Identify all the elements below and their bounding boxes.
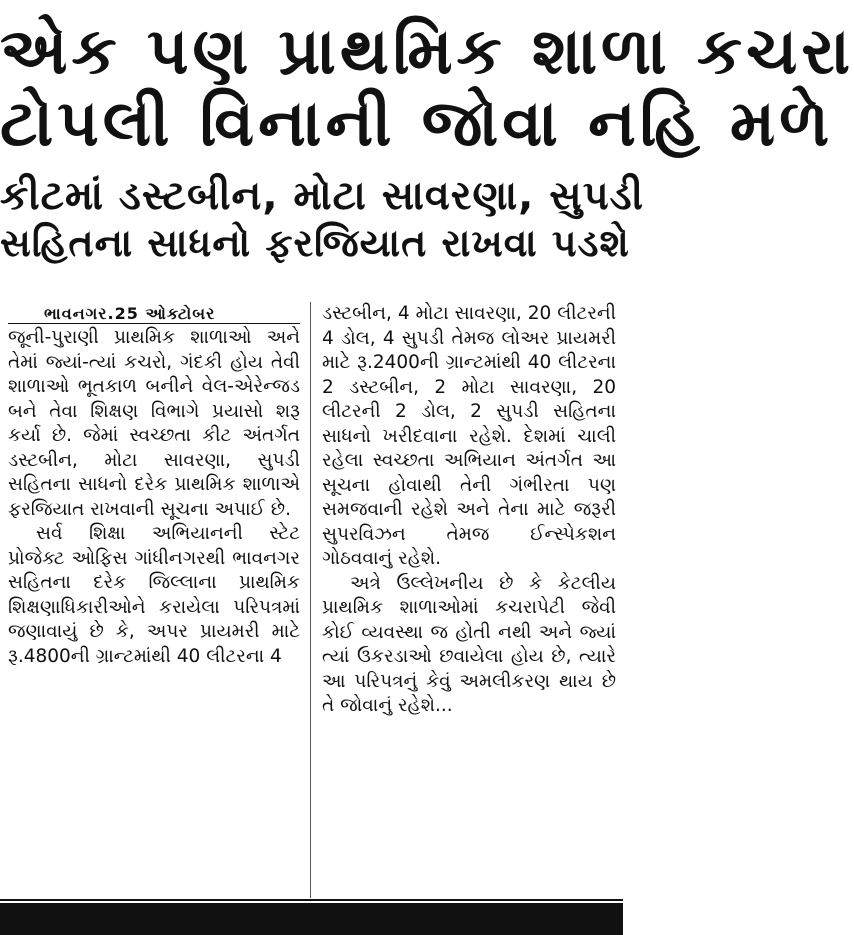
subheadline-line-2: સહિતના સાધનો ફરજિયાત રાખવા પડશે (0, 221, 630, 265)
dateline: ભાવનગર.25 ઓક્ટોબર (44, 304, 216, 323)
subheadline-line-1: કીટમાં ડસ્ટબીન, મોટા સાવરણા, સુપડી (0, 173, 645, 219)
bottom-rule (0, 899, 623, 901)
body-paragraph: સર્વ શિક્ષા અભિયાનની સ્ટેટ પ્રોજેક્ટ ઓફિસ ગાંધીનગરથી ભાવનગર સહિતના દરેક જિલ્લાના પ્રાથમિક શિક્ષણાધિકારીઓને કરાયેલા પરિપત્રમાં જણાવાયું છે કે, અપર પ્રાયમરી માટે રૂ.4800ની ગ્રાન્ટમાંથી 40 લીટરના 4 (8, 523, 300, 667)
body-paragraph: અત્રે ઉલ્લેખનીય છે કે કેટલીય પ્રાથમિક શાળાઓમાં કચરાપેટી જેવી કોઈ વ્યવસ્થા જ હોતી નથી અને જ્યાં ત્યાં ઉકરડાઓ છવાયેલા હોય છે, ત્યારે આ પરિપત્રનું કેવું અમલીકરણ થાય છે તે જોવાનું રહેશે... (322, 572, 616, 716)
body-paragraph: જૂની-પુરાણી પ્રાથમિક શાળાઓ અને તેમાં જ્યાં-ત્યાં કચરો, ગંદકી હોય તેવી શાળાઓ ભૂતકાળ બનીને વેલ-એરેન્જડ બને તેવા શિક્ષણ વિભાગે પ્રયાસો શરૂ કર્યા છે. જેમાં સ્વચ્છતા કીટ અંતર્ગત ડસ્ટબીન, મોટા સાવરણા, સુપડી સહિતના સાધનો દરેક પ્રાથમિક શાળાએ ફરજિયાત રાખવાની સૂચના અપાઈ છે. (8, 327, 300, 520)
headline-line-1: એક પણ પ્રાથમિક શાળા કચરા (0, 15, 854, 89)
headline-line-2: ટોપલી વિનાની જોવા નહિ મળે (0, 87, 834, 161)
column-left (8, 302, 300, 898)
body-paragraph: ડસ્ટબીન, 4 મોટા સાવરણા, 20 લીટરની 4 ડોલ, 4 સુપડી તેમજ લોઅર પ્રાયમરી માટે રૂ.2400ની ગ્રાન્ટમાંથી 40 લીટરના 2 ડસ્ટબીન, 2 મોટા સાવરણા, 20 લીટરની 2 ડોલ, 2 સુપડી સહિતના સાધનો ખરીદવાના રહેશે. દેશમાં ચાલી રહેલા સ્વચ્છતા અભિયાન અંતર્ગત આ સૂચના હોવાથી તેની ગંભીરતા પણ સમજવાની રહેશે અને તેના માટે જરૂરી સુપરવિઝન તેમજ ઈન્સ્પેકશન ગોઠવવાનું રહેશે. (322, 303, 616, 569)
column-right (322, 302, 616, 898)
column-divider (310, 302, 311, 898)
dateline-rule (8, 323, 300, 324)
next-article-banner (0, 903, 623, 935)
